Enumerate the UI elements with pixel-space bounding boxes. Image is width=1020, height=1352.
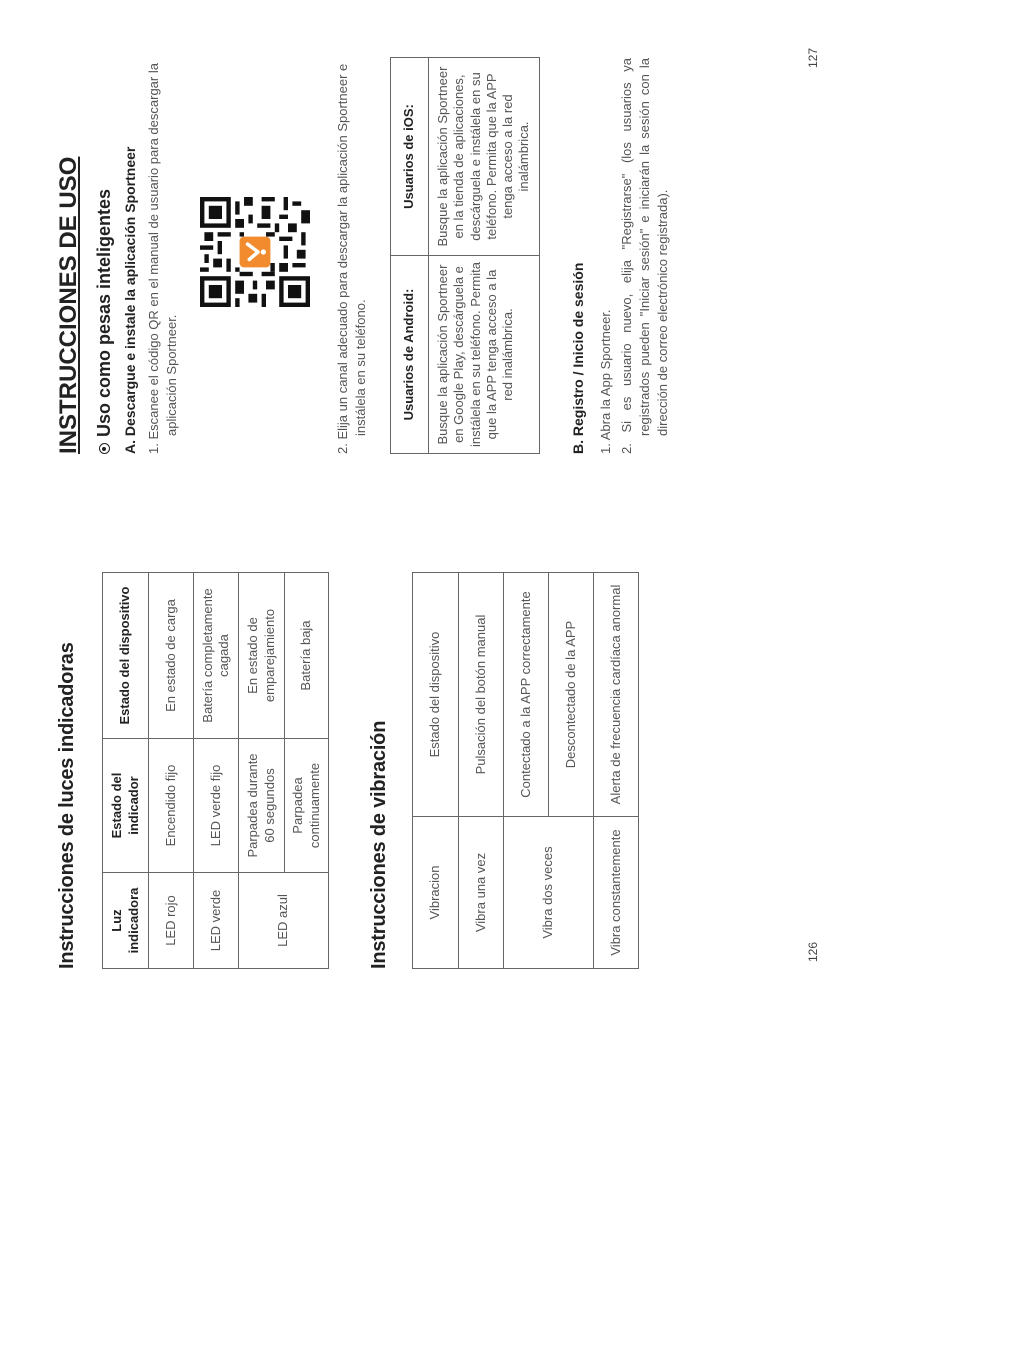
cell-red-light: LED rojo [149, 873, 194, 969]
app-store-table [390, 57, 540, 454]
page-number-left: 126 [806, 941, 820, 962]
vibration-heading: Instrucciones de vibración [368, 720, 390, 969]
cell-green-light: LED verde [194, 873, 239, 969]
ios-text: Busque la aplicación Sportneer en la tienda de aplicaciones, descárguela e instálela en su teléfono. Permita que la APP tenga acceso a la red inalámbrica. [429, 58, 540, 256]
table-row [413, 573, 459, 969]
vib-twice-state-1: Contectado a la APP correctamente [504, 573, 549, 817]
cell-red-device: En estado de carga [149, 573, 194, 739]
table-row [194, 573, 239, 969]
lights-header-row [103, 573, 149, 969]
cell-blue-device-2: Batería baja [285, 573, 329, 739]
lights-heading: Instrucciones de luces indicadoras [56, 642, 78, 969]
cell-blue-indicator-1: Parpadea durante 60 segundos [239, 739, 285, 873]
col-header-device: Estado del dispositivo [103, 573, 149, 739]
table-row [391, 58, 429, 454]
step-b1: 1. Abra la App Sportneer. [598, 309, 613, 454]
android-text: Busque la aplicación Sportneer en Google Play, descárguela e instálela en su teléfono. Permita que la APP tenga acceso a la red inalámbrica. [429, 256, 540, 454]
vib-header-state: Estado del dispositivo [413, 573, 459, 817]
step-b2: 2. Si es usuario nuevo, elija "Registrarse" (los usuarios ya registrados pueden "Iniciar sesión" e iniciarán la sesión con la dirección de correo electrónico registrada). [619, 58, 671, 454]
section-heading: Uso como pesas inteligentes [94, 188, 114, 437]
table-row [594, 573, 639, 969]
vib-constant-state: Alerta de frecuencia cardíaca anormal [594, 573, 639, 817]
qr-code-image [200, 197, 310, 307]
table-row [459, 573, 504, 969]
vib-once: Vibra una vez [459, 817, 504, 969]
table-row [149, 573, 194, 969]
cell-red-indicator: Encendido fijo [149, 739, 194, 873]
vibration-table [412, 572, 639, 969]
section-heading-row [94, 189, 115, 454]
sub-heading-b: B. Registro / Inicio de sesión [570, 262, 586, 454]
android-header: Usuarios de Android: [391, 256, 429, 454]
vib-header-vibration: Vibracion [413, 817, 459, 969]
table-row [239, 573, 285, 969]
step-a1: 1. Escanee el código QR en el manual de usuario para descargar la aplicación Sportneer. [146, 63, 180, 454]
lights-table [102, 572, 329, 969]
table-row [504, 573, 549, 969]
cell-blue-indicator-2: Parpadea continuamente [285, 739, 329, 873]
col-header-light: Luz indicadora [103, 873, 149, 969]
ios-header: Usuarios de iOS: [391, 58, 429, 256]
vib-twice: Vibra dos veces [504, 817, 594, 969]
cell-blue-device-1: En estado de emparejamiento [239, 573, 285, 739]
step-a2: 2. Elija un canal adecuado para descargar la aplicación Sportneer e instálela en su teléfono. [335, 63, 369, 454]
vib-twice-state-2: Descontectado de la APP [549, 573, 594, 817]
sub-heading-a: A. Descargue e instale la aplicación Sportneer [122, 146, 138, 454]
page-number-right: 127 [806, 47, 820, 68]
col-header-indicator: Estado del indicador [103, 739, 149, 873]
vib-once-state: Pulsación del botón manual [459, 573, 504, 817]
vib-constant: Vibra constantemente [594, 817, 639, 969]
cell-blue-light: LED azul [239, 873, 329, 969]
page-title: INSTRUCCIONES DE USO [55, 156, 82, 454]
cell-green-device: Batería completamente cagada [194, 573, 239, 739]
cell-green-indicator: LED verde fijo [194, 739, 239, 873]
table-row [429, 58, 540, 454]
radio-bullet-icon [99, 443, 110, 454]
